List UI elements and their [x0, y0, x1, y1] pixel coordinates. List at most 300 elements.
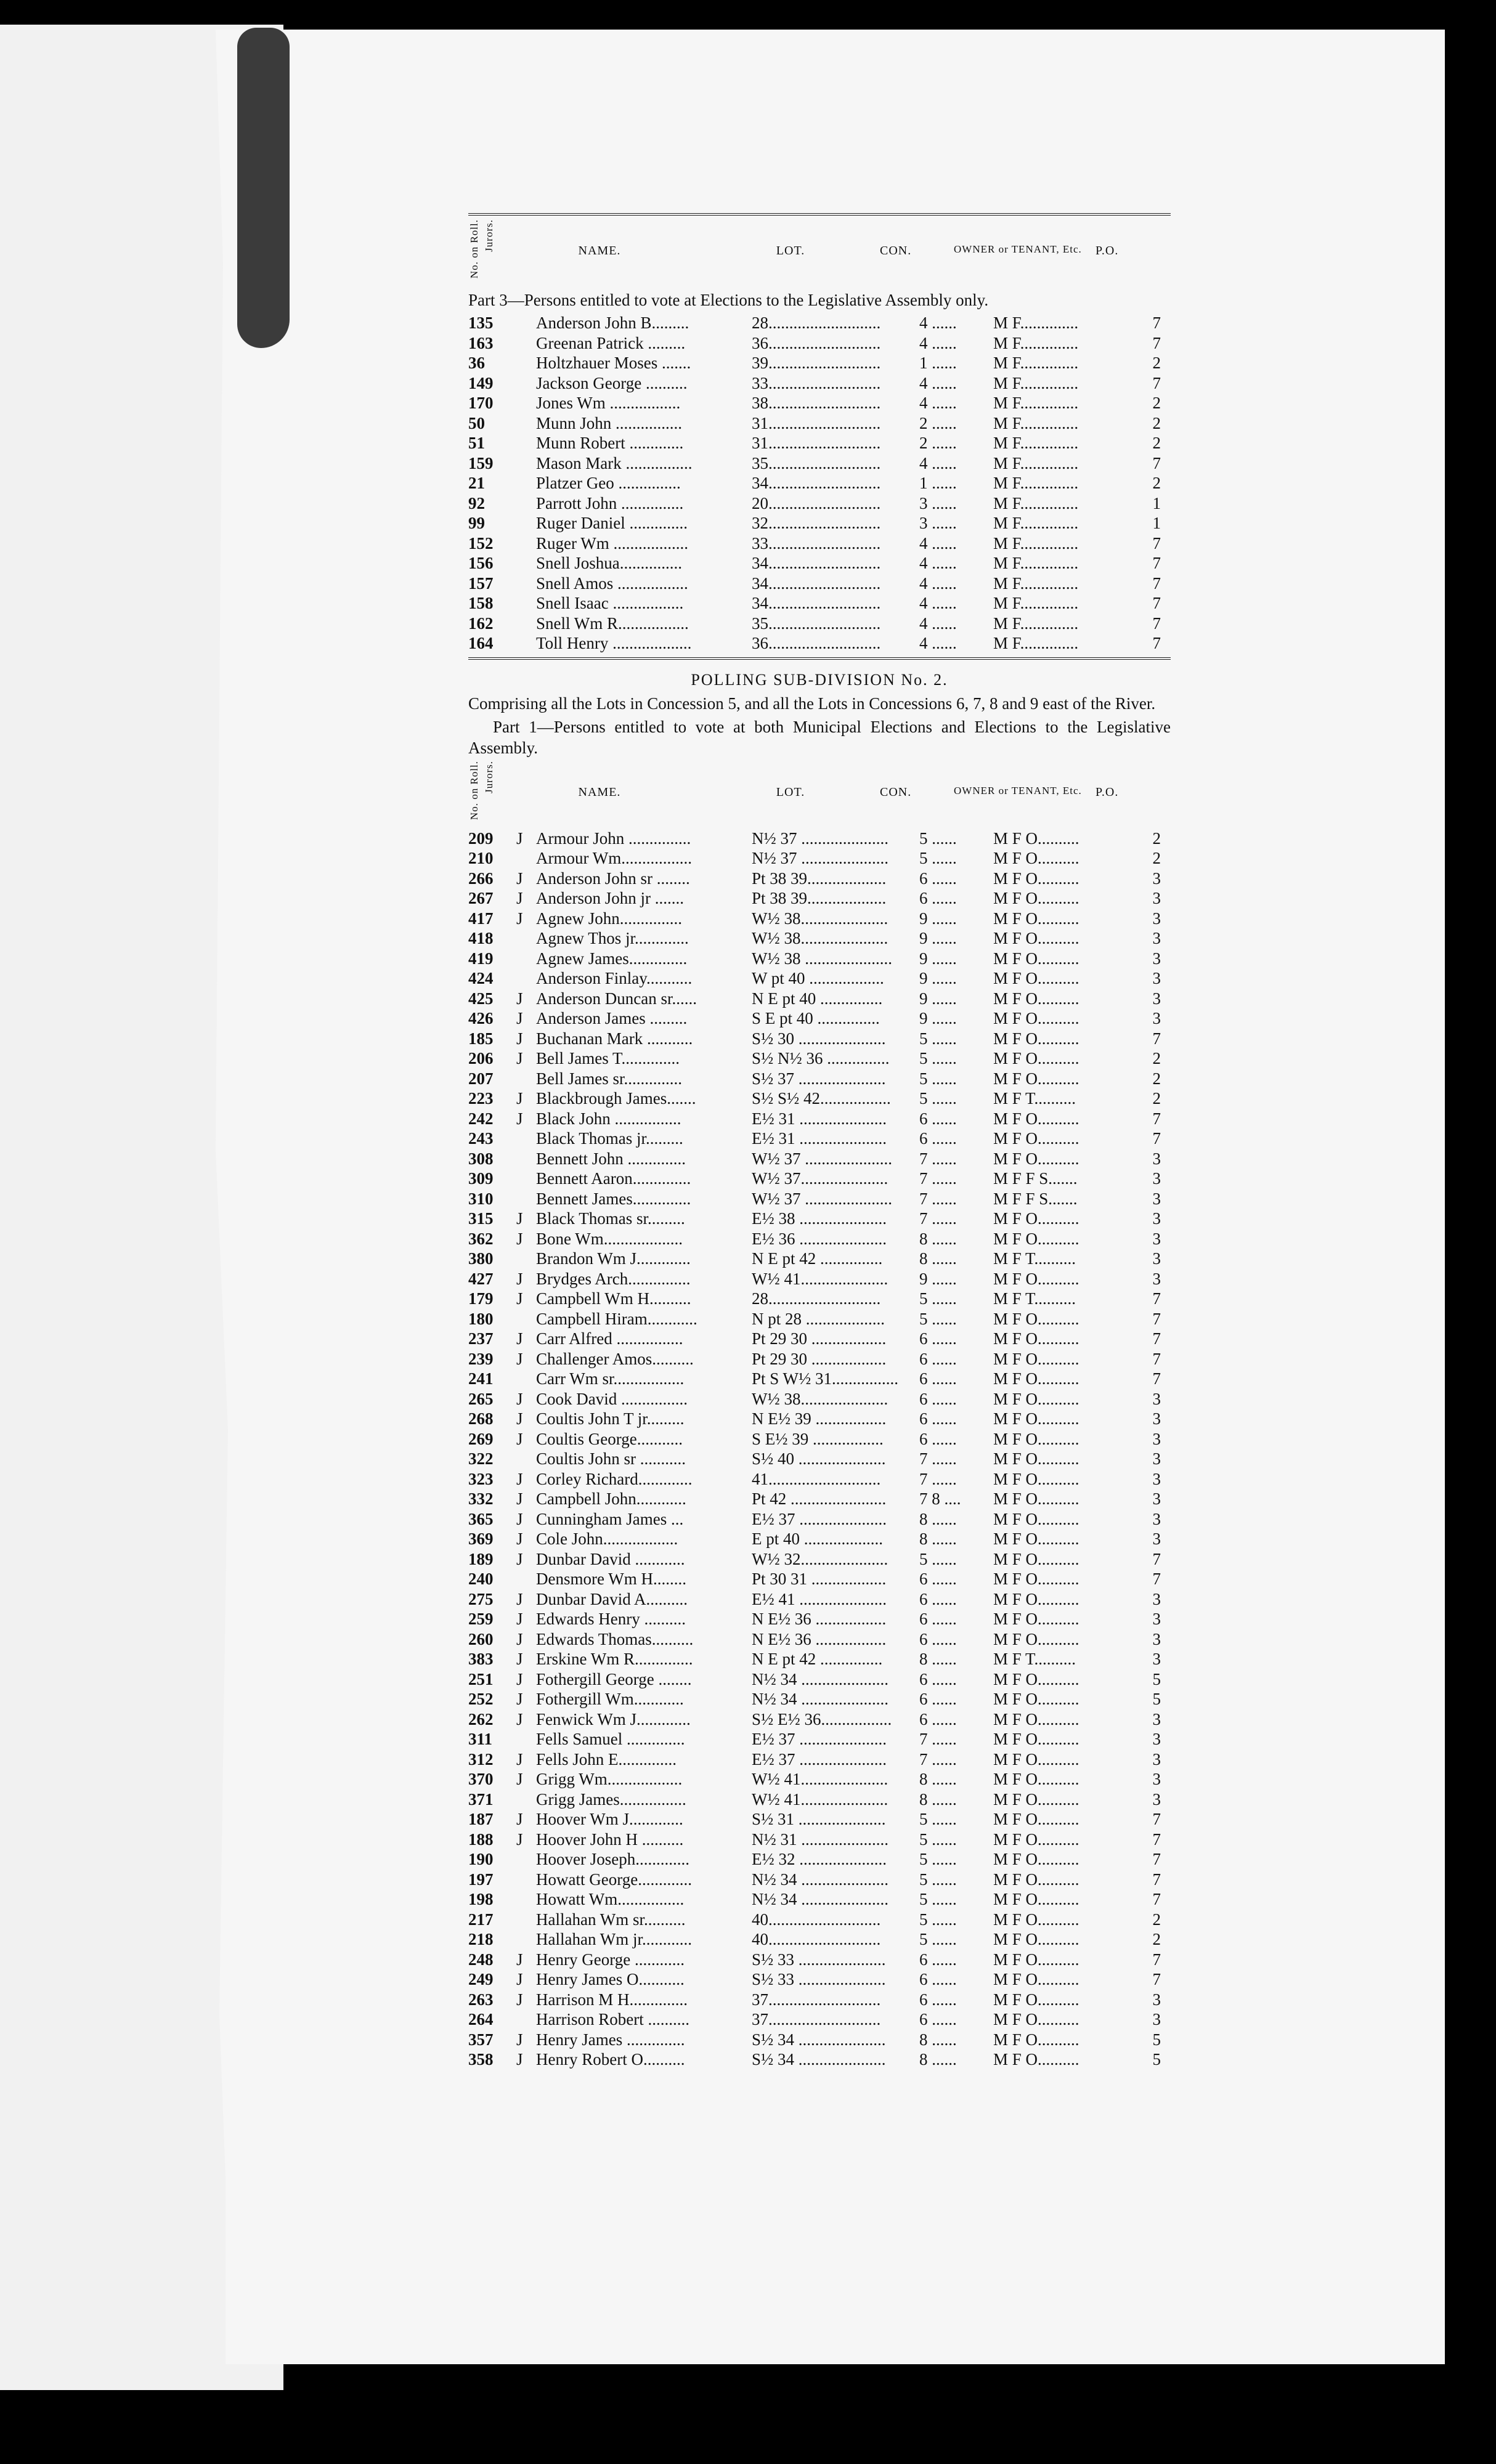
owner-tenant-cell: M F O..........: [993, 1789, 1079, 1809]
owner-tenant-cell: M F..............: [993, 474, 1079, 492]
post-office-cell: 5: [1152, 1669, 1161, 1688]
juror-mark: J: [516, 1409, 523, 1428]
juror-mark: J: [516, 1109, 523, 1128]
roll-number: 370: [468, 1770, 494, 1788]
lot-cell: N½ 34 .....................: [752, 1690, 888, 1708]
voter-name: Hoover Wm J.............: [536, 1810, 683, 1828]
voter-name: Carr Alfred ................: [536, 1329, 683, 1348]
roll-number: 260: [468, 1629, 494, 1648]
post-office-cell: 3: [1152, 1149, 1161, 1168]
concession-cell: 5 ......: [919, 1309, 957, 1328]
concession-cell: 7 ......: [919, 1189, 957, 1208]
voter-name: Henry James O...........: [536, 1970, 685, 1988]
juror-mark: J: [516, 989, 523, 1008]
owner-tenant-cell: M F T..........: [993, 1089, 1076, 1108]
juror-mark: J: [516, 1489, 523, 1508]
juror-mark: J: [516, 1289, 523, 1308]
post-office-cell: 7: [1152, 1570, 1161, 1588]
juror-mark: J: [516, 1349, 523, 1368]
section2-description: Comprising all the Lots in Concession 5, and all the Lots in Concessions 6, 7, 8 and 9 east of the River.: [468, 694, 1156, 713]
post-office-cell: 3: [1152, 1730, 1161, 1748]
roll-number: 417: [468, 909, 494, 928]
roll-number: 315: [468, 1209, 494, 1228]
owner-tenant-cell: M F O..........: [993, 949, 1079, 968]
owner-tenant-cell: M F O..........: [993, 1309, 1079, 1328]
owner-tenant-cell: M F O..........: [993, 1950, 1079, 1969]
owner-tenant-cell: M F O..........: [993, 1970, 1079, 1988]
owner-tenant-cell: M F O..........: [993, 1469, 1079, 1488]
owner-tenant-cell: M F O..........: [993, 1870, 1079, 1889]
owner-tenant-cell: M F..............: [993, 373, 1079, 392]
lot-cell: E½ 36 .....................: [752, 1229, 887, 1248]
owner-tenant-cell: M F..............: [993, 594, 1079, 612]
lot-cell: W pt 40 ..................: [752, 969, 884, 987]
lot-cell: 31...........................: [752, 413, 881, 432]
lot-cell: E½ 31 .....................: [752, 1109, 887, 1128]
juror-mark: J: [516, 909, 523, 928]
owner-tenant-cell: M F O..........: [993, 1530, 1079, 1548]
table-row: [468, 453, 1171, 474]
juror-mark: J: [516, 1770, 523, 1788]
post-office-cell: 3: [1152, 929, 1161, 947]
concession-cell: 6 ......: [919, 1329, 957, 1348]
table-row: [468, 333, 1171, 354]
concession-cell: 6 ......: [919, 1990, 957, 2009]
concession-cell: 7 ......: [919, 1209, 957, 1228]
table-row: [468, 829, 1171, 849]
roll-number: 217: [468, 1910, 494, 1929]
voter-name: Platzer Geo ...............: [536, 474, 681, 492]
concession-cell: 9 ......: [919, 1009, 957, 1027]
voter-name: Ruger Wm ..................: [536, 533, 688, 553]
table-row: [468, 1489, 1171, 1509]
concession-cell: 4 ......: [919, 533, 957, 553]
roll-number: 309: [468, 1169, 494, 1188]
table-row: [468, 1069, 1171, 1089]
post-office-cell: 3: [1152, 1249, 1161, 1268]
table-row: [468, 1109, 1171, 1129]
post-office-cell: 7: [1152, 1129, 1161, 1148]
table-row: [468, 1950, 1171, 1970]
voter-name: Bone Wm...................: [536, 1229, 683, 1248]
table2-body: [468, 829, 1171, 2070]
concession-cell: 5 ......: [919, 849, 957, 867]
post-office-cell: 3: [1152, 1449, 1161, 1468]
owner-tenant-cell: M F O..........: [993, 1990, 1079, 2009]
juror-mark: [516, 553, 536, 573]
owner-tenant-cell: M F O..........: [993, 869, 1079, 888]
concession-cell: 4 ......: [919, 333, 957, 352]
torn-edge: [237, 28, 290, 348]
top-rule: [468, 213, 1171, 216]
juror-mark: J: [516, 1709, 523, 1728]
post-office-cell: 3: [1152, 1429, 1161, 1448]
voter-name: Howatt George.............: [536, 1870, 692, 1889]
owner-tenant-cell: M F O..........: [993, 1029, 1079, 1048]
post-office-cell: 2: [1152, 1069, 1161, 1088]
voter-name: Ruger Daniel ..............: [536, 514, 688, 532]
post-office-cell: 2: [1152, 1930, 1161, 1948]
lot-cell: S½ 40 .....................: [752, 1449, 886, 1468]
table-row: [468, 313, 1171, 333]
concession-cell: 9 ......: [919, 989, 957, 1008]
post-office-cell: 3: [1152, 1610, 1161, 1628]
concession-cell: 5 ......: [919, 1549, 957, 1568]
owner-tenant-cell: M F O..........: [993, 1109, 1079, 1128]
voter-name: Snell Isaac .................: [536, 594, 684, 612]
voter-name: Campbell Wm H..........: [536, 1289, 691, 1308]
owner-tenant-cell: M F O..........: [993, 1549, 1079, 1568]
concession-cell: 4 ......: [919, 373, 957, 392]
lot-cell: 34...........................: [752, 474, 881, 492]
juror-mark: [516, 1870, 536, 1890]
table-row: [468, 1289, 1171, 1309]
voter-name: Black Thomas sr.........: [536, 1209, 685, 1228]
roll-number: 158: [468, 594, 494, 612]
juror-mark: J: [516, 1690, 523, 1708]
part3-heading: Part 3—Persons entitled to vote at Elections to the Legislative Assembly only.: [468, 291, 989, 309]
juror-mark: [516, 433, 536, 453]
juror-mark: [516, 1789, 536, 1810]
table-row: [468, 1809, 1171, 1830]
owner-tenant-cell: M F..............: [993, 514, 1079, 532]
voter-name: Densmore Wm H........: [536, 1570, 686, 1588]
owner-tenant-cell: M F O..........: [993, 1930, 1079, 1948]
lot-cell: W½ 41.....................: [752, 1269, 888, 1288]
voter-name: Bennett James..............: [536, 1189, 691, 1208]
table-row: [468, 949, 1171, 969]
owner-tenant-cell: M F O..........: [993, 1709, 1079, 1728]
table-row: [468, 1629, 1171, 1650]
post-office-cell: 3: [1152, 1209, 1161, 1228]
table-row: [468, 1189, 1171, 1209]
lot-cell: S½ E½ 36.................: [752, 1709, 892, 1728]
roll-number: 36: [468, 354, 485, 372]
voter-name: Bell James sr..............: [536, 1069, 682, 1088]
owner-tenant-cell: M F..............: [993, 533, 1079, 553]
concession-cell: 6 ......: [919, 1669, 957, 1688]
concession-cell: 4 ......: [919, 453, 957, 472]
lot-cell: 38...........................: [752, 394, 881, 412]
post-office-cell: 3: [1152, 909, 1161, 928]
voter-name: Blackbrough James.......: [536, 1089, 696, 1108]
post-office-cell: 3: [1152, 1169, 1161, 1188]
roll-number: 308: [468, 1149, 494, 1168]
owner-tenant-cell: M F..............: [993, 554, 1079, 572]
roll-number: 241: [468, 1369, 494, 1388]
juror-mark: [516, 1929, 536, 1950]
post-office-cell: 1: [1152, 514, 1161, 532]
voter-name: Mason Mark ................: [536, 453, 693, 472]
lot-cell: N E½ 36 .................: [752, 1610, 887, 1628]
owner-tenant-cell: M F O..........: [993, 1049, 1079, 1068]
roll-number: 159: [468, 453, 494, 472]
name-header: NAME.: [578, 785, 621, 799]
post-office-cell: 3: [1152, 1589, 1161, 1608]
juror-mark: [516, 413, 536, 434]
roll-number: 242: [468, 1109, 494, 1128]
table-row: [468, 1889, 1171, 1910]
post-office-cell: 7: [1152, 1830, 1161, 1849]
lot-cell: E½ 37 .....................: [752, 1509, 887, 1528]
concession-cell: 5 ......: [919, 1850, 957, 1868]
table-row: [468, 928, 1171, 949]
owner-tenant-cell: M F O..........: [993, 2050, 1079, 2069]
voter-name: Cole John..................: [536, 1530, 678, 1548]
juror-mark: J: [516, 1469, 523, 1488]
roll-number: 218: [468, 1930, 494, 1948]
juror-mark: J: [516, 1830, 523, 1849]
table-row: [468, 1429, 1171, 1449]
roll-number: 210: [468, 849, 494, 867]
owner-tenant-cell: M F O..........: [993, 1209, 1079, 1228]
roll-number: 51: [468, 434, 485, 452]
roll-number: 248: [468, 1950, 494, 1969]
juror-mark: J: [516, 1629, 523, 1648]
lot-cell: 34...........................: [752, 554, 881, 572]
concession-cell: 4 ......: [919, 573, 957, 593]
voter-name: Hallahan Wm sr..........: [536, 1910, 686, 1929]
owner-tenant-cell: M F O..........: [993, 1690, 1079, 1708]
voter-name: Henry Robert O..........: [536, 2050, 685, 2069]
roll-number: 358: [468, 2050, 494, 2069]
juror-mark: [516, 633, 536, 654]
lot-cell: 33...........................: [752, 533, 881, 553]
juror-mark: J: [516, 1810, 523, 1828]
post-office-cell: 7: [1152, 594, 1161, 612]
owner-tenant-cell: M F T..........: [993, 1249, 1076, 1268]
voter-name: Jones Wm .................: [536, 394, 681, 412]
roll-number: 92: [468, 493, 485, 513]
juror-mark: [516, 949, 536, 969]
concession-cell: 8 ......: [919, 2050, 957, 2069]
table-row: [468, 1589, 1171, 1610]
table-row: [468, 1689, 1171, 1709]
lot-cell: W½ 38 .....................: [752, 949, 892, 968]
roll-number: 198: [468, 1890, 494, 1908]
roll-number: 264: [468, 2010, 494, 2028]
concession-cell: 8 ......: [919, 1530, 957, 1548]
roll-number: 265: [468, 1389, 494, 1408]
roll-number: 179: [468, 1289, 494, 1308]
roll-number: 251: [468, 1669, 494, 1688]
post-office-cell: 2: [1152, 1910, 1161, 1929]
table-row: [468, 1008, 1171, 1029]
lot-cell: Pt S W½ 31................: [752, 1369, 899, 1388]
roll-number: 157: [468, 573, 494, 593]
post-office-cell: 7: [1152, 1369, 1161, 1388]
owner-tenant-cell: M F O..........: [993, 1349, 1079, 1368]
post-office-cell: 3: [1152, 1509, 1161, 1528]
concession-cell: 8 ......: [919, 2030, 957, 2049]
concession-cell: 6 ......: [919, 1109, 957, 1128]
table-row: [468, 1990, 1171, 2010]
table-row: [468, 1609, 1171, 1629]
voter-name: Anderson John jr .......: [536, 889, 684, 907]
juror-mark: J: [516, 1389, 523, 1408]
owner-tenant-cell: M F O..........: [993, 969, 1079, 987]
table1-body: [468, 313, 1171, 654]
table-row: [468, 1910, 1171, 1930]
owner-tenant-cell: M F..............: [993, 413, 1079, 432]
owner-tenant-cell: M F..............: [993, 573, 1079, 593]
concession-cell: 6 ......: [919, 869, 957, 888]
concession-cell: 6 ......: [919, 1369, 957, 1388]
concession-cell: 9 ......: [919, 969, 957, 987]
owner-tenant-cell: M F..............: [993, 394, 1079, 412]
roll-number: 99: [468, 514, 485, 532]
juror-mark: J: [516, 2050, 523, 2069]
juror-mark: J: [516, 1650, 523, 1668]
lot-cell: 33...........................: [752, 373, 881, 392]
voter-name: Edwards Thomas..........: [536, 1629, 694, 1648]
lot-cell: 40...........................: [752, 1930, 881, 1948]
owner-tenant-cell: M F F S.......: [993, 1189, 1078, 1208]
owner-tenant-cell: M F O..........: [993, 1749, 1079, 1769]
juror-mark: [516, 968, 536, 989]
roll-number: 267: [468, 889, 494, 907]
roll-number: 189: [468, 1549, 494, 1568]
lot-cell: 31...........................: [752, 434, 881, 452]
post-office-cell: 3: [1152, 949, 1161, 968]
juror-mark: J: [516, 1990, 523, 2009]
table-row: [468, 909, 1171, 929]
concession-cell: 6 ......: [919, 1709, 957, 1728]
voter-name: Harrison M H..............: [536, 1990, 688, 2009]
lot-cell: N E pt 42 ...............: [752, 1249, 883, 1268]
post-office-cell: 2: [1152, 354, 1161, 372]
post-office-cell: 7: [1152, 533, 1161, 553]
voter-name: Munn Robert .............: [536, 434, 684, 452]
lot-cell: 35...........................: [752, 614, 881, 633]
voter-name: Anderson Duncan sr......: [536, 989, 697, 1008]
lot-cell: 28...........................: [752, 314, 881, 332]
concession-cell: 7 ......: [919, 1749, 957, 1769]
post-office-cell: 3: [1152, 1009, 1161, 1027]
roll-number: 322: [468, 1449, 494, 1468]
voter-name: Erskine Wm R..............: [536, 1650, 693, 1668]
post-office-cell: 3: [1152, 1389, 1161, 1408]
post-office-cell: 7: [1152, 554, 1161, 572]
owner-tenant-cell: M F..............: [993, 453, 1079, 472]
concession-cell: 5 ......: [919, 1069, 957, 1088]
lot-cell: E½ 38 .....................: [752, 1209, 887, 1228]
post-office-cell: 3: [1152, 869, 1161, 888]
post-office-cell: 3: [1152, 1709, 1161, 1728]
table-row: [468, 573, 1171, 594]
lot-cell: 37...........................: [752, 1990, 881, 2009]
post-office-cell: 7: [1152, 333, 1161, 352]
table-row: [468, 1929, 1171, 1950]
roll-number: 156: [468, 554, 494, 572]
table-row: [468, 1849, 1171, 1870]
voter-name: Holtzhauer Moses .......: [536, 354, 691, 372]
concession-cell: 4 ......: [919, 314, 957, 332]
table-row: [468, 1269, 1171, 1289]
table-row: [468, 1669, 1171, 1690]
juror-mark: J: [516, 889, 523, 907]
lot-cell: S½ 33 .....................: [752, 1970, 886, 1988]
lot-cell: W½ 38.....................: [752, 909, 888, 928]
lot-cell: 37...........................: [752, 2010, 881, 2028]
owner-tenant-cell: M F..............: [993, 614, 1079, 633]
concession-cell: 2 ......: [919, 413, 957, 432]
concession-cell: 5 ......: [919, 1930, 957, 1948]
roll-number: 188: [468, 1830, 494, 1849]
voter-name: Harrison Robert ..........: [536, 2010, 689, 2028]
post-office-cell: 7: [1152, 634, 1161, 652]
post-office-cell: 3: [1152, 1770, 1161, 1788]
voter-name: Black Thomas jr.........: [536, 1129, 683, 1148]
post-office-cell: 1: [1152, 493, 1161, 513]
concession-cell: 6 ......: [919, 889, 957, 907]
owner-tenant-cell: M F..............: [993, 333, 1079, 352]
voter-name: Bennett Aaron..............: [536, 1169, 691, 1188]
juror-mark: [516, 1910, 536, 1930]
lot-cell: 35...........................: [752, 453, 881, 472]
lot-cell: W½ 37 .....................: [752, 1189, 892, 1208]
no-on-roll-header: No. on Roll.: [468, 219, 480, 279]
post-office-cell: 7: [1152, 373, 1161, 392]
lot-cell: S E½ 39 .................: [752, 1429, 884, 1448]
post-office-cell: 3: [1152, 1409, 1161, 1428]
concession-cell: 6 ......: [919, 1950, 957, 1969]
juror-mark: [516, 353, 536, 373]
lot-cell: Pt 38 39...................: [752, 869, 887, 888]
owner-tenant-cell: M F O..........: [993, 1570, 1079, 1588]
concession-cell: 7 ......: [919, 1149, 957, 1168]
voter-name: Grigg James................: [536, 1789, 686, 1809]
voter-name: Henry George ............: [536, 1950, 685, 1969]
juror-mark: J: [516, 1269, 523, 1288]
roll-number: 323: [468, 1469, 494, 1488]
post-office-cell: 7: [1152, 1850, 1161, 1868]
post-office-cell: 7: [1152, 1029, 1161, 1048]
post-office-cell: 3: [1152, 1189, 1161, 1208]
roll-number: 266: [468, 869, 494, 888]
concession-cell: 7 ......: [919, 1449, 957, 1468]
lot-cell: E pt 40 ...................: [752, 1530, 883, 1548]
po-header: P.O.: [1096, 785, 1119, 799]
juror-mark: [516, 473, 536, 493]
voter-name: Cook David ................: [536, 1389, 688, 1408]
lot-cell: W½ 37 .....................: [752, 1149, 892, 1168]
juror-mark: [516, 1069, 536, 1089]
roll-number: 185: [468, 1029, 494, 1048]
post-office-cell: 3: [1152, 1530, 1161, 1548]
table2-header: [468, 761, 1171, 829]
table-row: [468, 1529, 1171, 1549]
juror-mark: J: [516, 1749, 523, 1769]
post-office-cell: 3: [1152, 1229, 1161, 1248]
concession-cell: 6 ......: [919, 1570, 957, 1588]
table-row: [468, 1209, 1171, 1229]
voter-name: Corley Richard.............: [536, 1469, 693, 1488]
juror-mark: [516, 1449, 536, 1469]
juror-mark: [516, 1189, 536, 1209]
owner-tenant-cell: M F O..........: [993, 989, 1079, 1008]
voter-name: Coultis George...........: [536, 1429, 683, 1448]
roll-number: 164: [468, 634, 494, 652]
post-office-cell: 7: [1152, 573, 1161, 593]
roll-number: 419: [468, 949, 494, 968]
juror-mark: [516, 2009, 536, 2030]
no-on-roll-header: No. on Roll.: [468, 760, 480, 820]
lot-header: LOT.: [776, 785, 805, 799]
owner-header: OWNER or TENANT, Etc.: [954, 784, 1082, 796]
roll-number: 207: [468, 1069, 494, 1088]
voter-name: Hoover John H ..........: [536, 1830, 684, 1849]
